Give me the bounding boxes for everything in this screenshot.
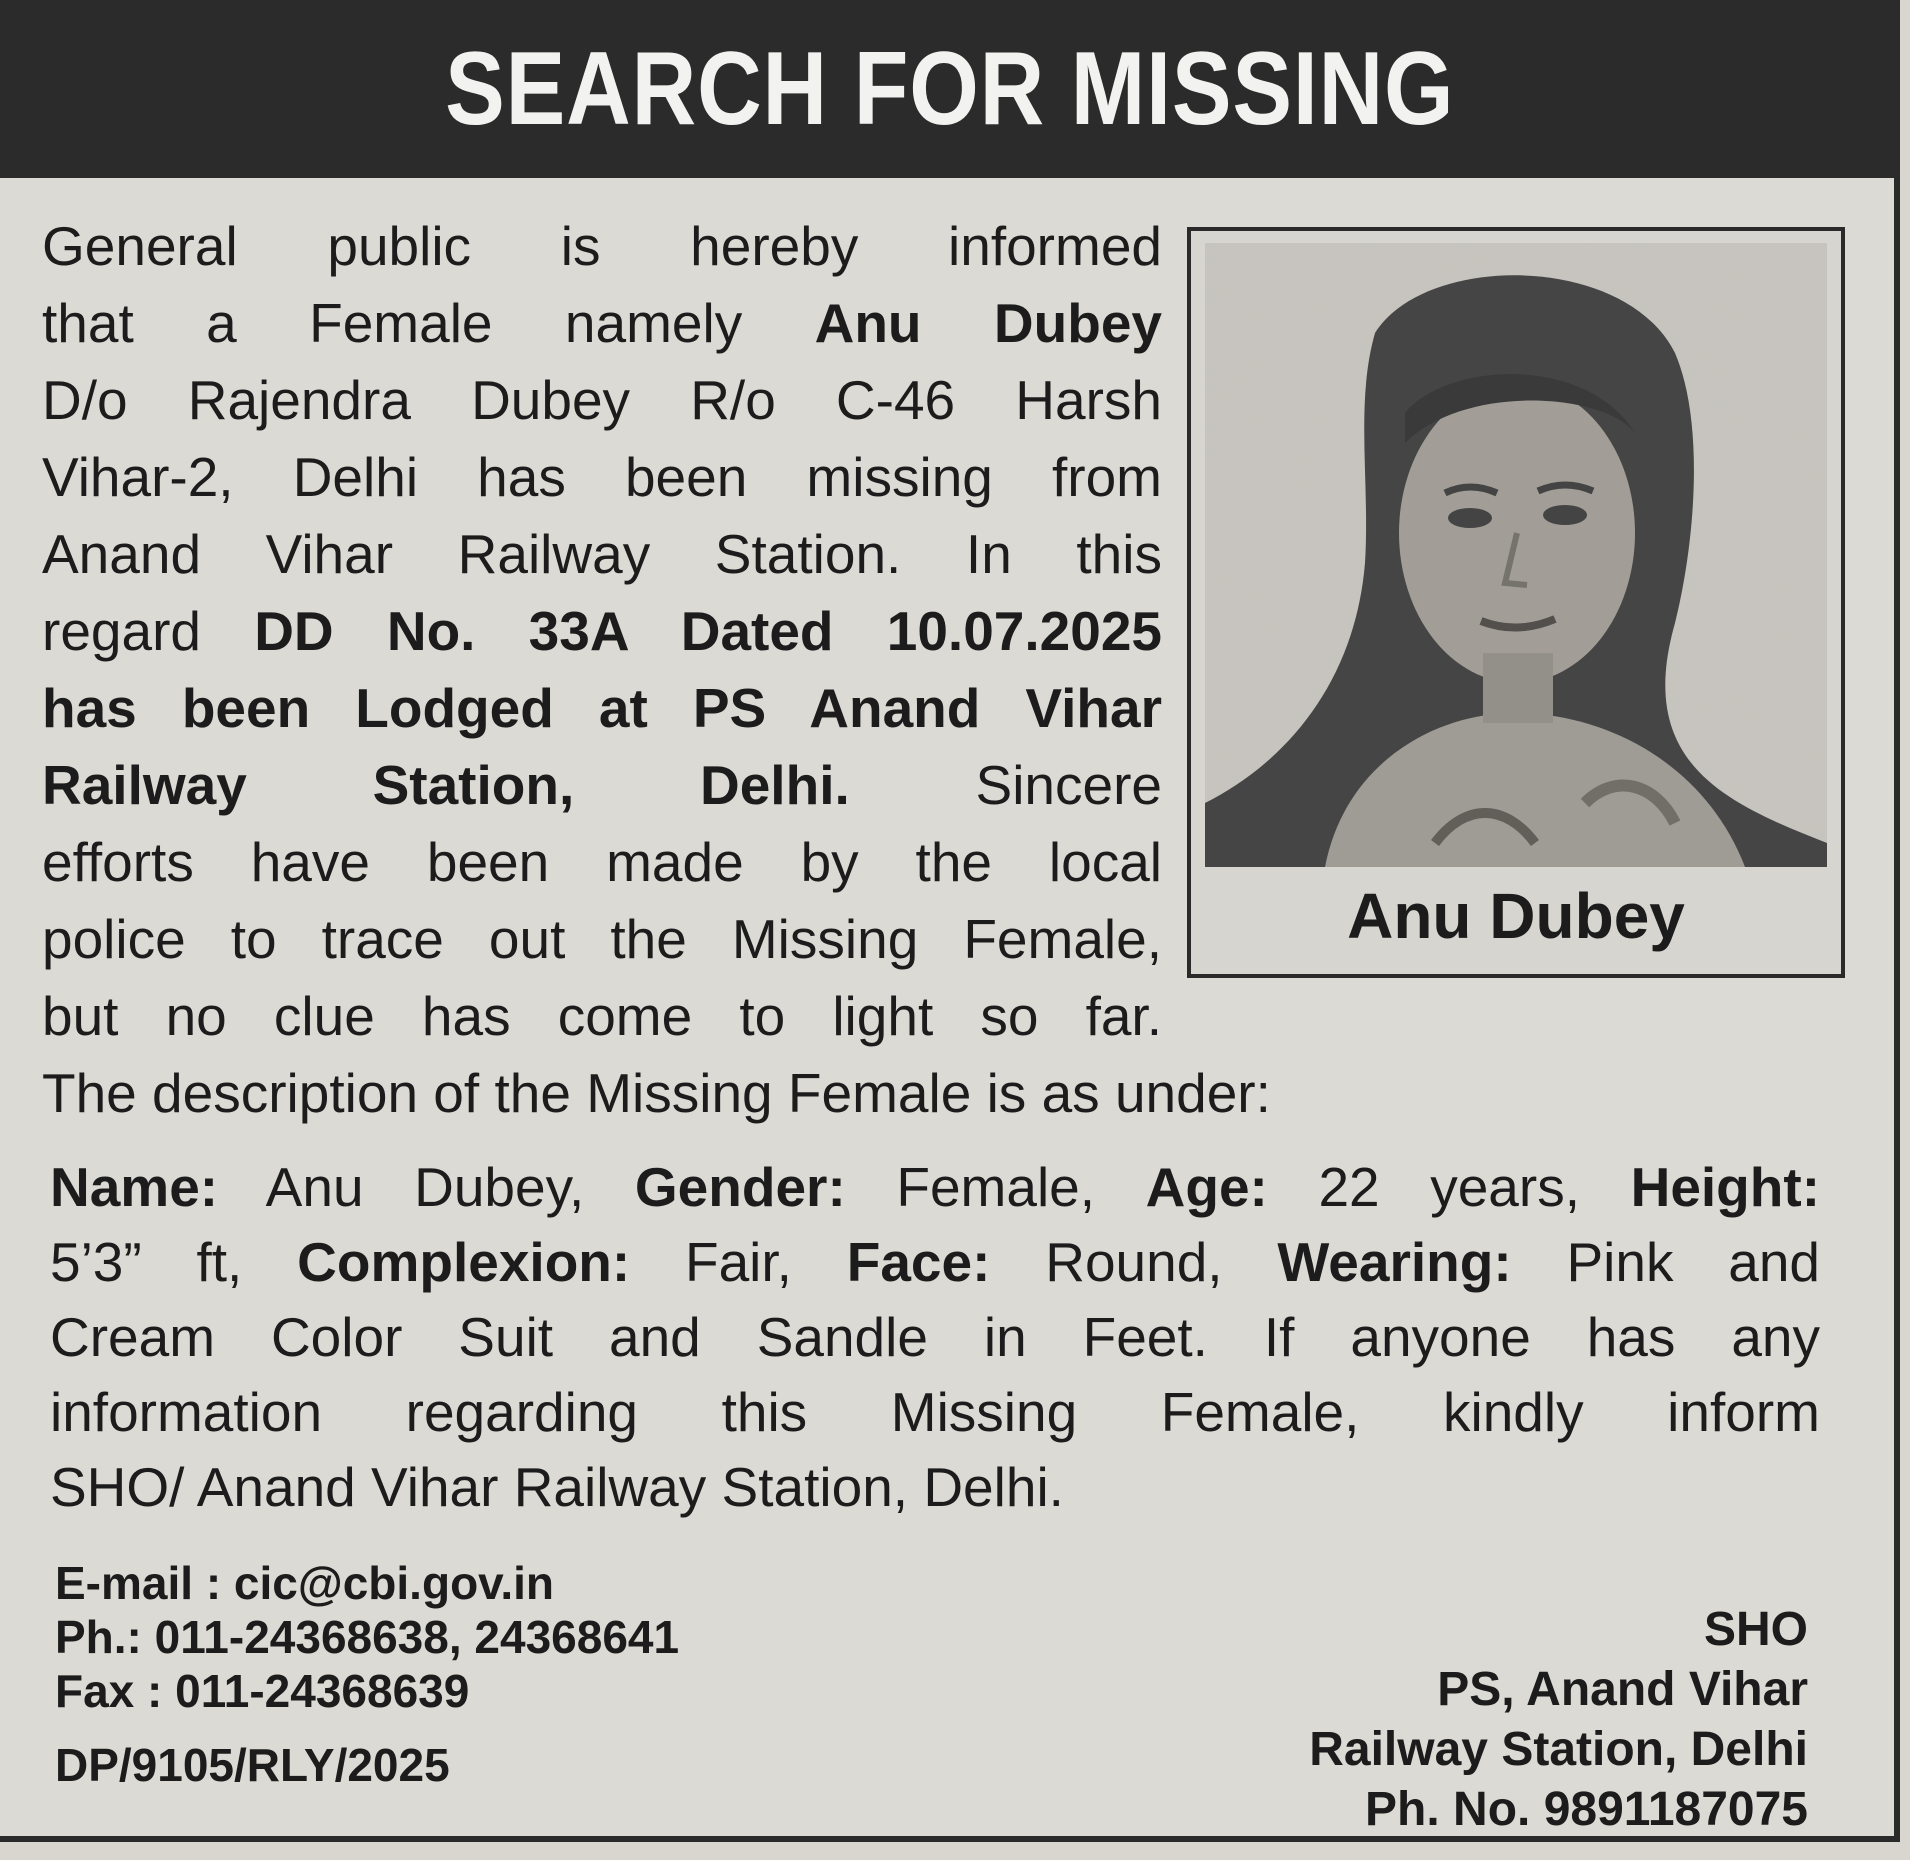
description-bold-text: Wearing:	[1277, 1231, 1512, 1293]
description-text: SHO/ Anand Vihar Railway Station, Delhi.	[50, 1456, 1064, 1518]
missing-person-photo	[1205, 243, 1827, 867]
body-line	[42, 901, 1162, 978]
body-text: regard	[42, 600, 255, 662]
portrait-illustration	[1205, 243, 1827, 867]
description-text: Fair,	[630, 1231, 847, 1293]
body-line	[42, 1055, 1271, 1132]
description-text: information regarding this Missing Female, kindly inform	[50, 1381, 1820, 1443]
signoff-block	[1309, 1600, 1808, 1840]
body-text: efforts have been made by the local	[42, 831, 1162, 893]
photo-frame	[1187, 227, 1845, 978]
signoff-phone: Ph. No. 9891187075	[1365, 1783, 1808, 1836]
description-text: Round,	[990, 1231, 1278, 1293]
body-text: General public is hereby informed	[42, 215, 1162, 277]
description-line	[50, 1300, 1820, 1375]
reference-number: DP/9105/RLY/2025	[55, 1739, 450, 1791]
description-line	[50, 1150, 1820, 1225]
notice-title: SEARCH FOR MISSING	[445, 30, 1455, 147]
body-bold-text: Railway Station, Delhi.	[42, 754, 850, 816]
body-line	[42, 747, 1162, 824]
body-text: D/o Rajendra Dubey R/o C-46 Harsh	[42, 369, 1162, 431]
contact-email[interactable]: E-mail : cic@cbi.gov.in	[55, 1557, 554, 1609]
description-bold-text: Name:	[50, 1156, 219, 1218]
body-text: Sincere	[849, 754, 1163, 816]
body-bold-text: Anu Dubey	[814, 292, 1163, 354]
description-line	[50, 1225, 1820, 1300]
body-text: that a Female namely	[42, 292, 815, 354]
body-line	[42, 208, 1162, 285]
description-line	[50, 1375, 1820, 1450]
contact-fax: Fax : 011-24368639	[55, 1665, 470, 1717]
description-bold-text: Age:	[1145, 1156, 1268, 1218]
body-text: Anand Vihar Railway Station. In this	[42, 523, 1162, 585]
signoff-title: SHO	[1703, 1603, 1808, 1656]
body-line	[42, 516, 1162, 593]
body-bold-text: has been Lodged at PS Anand Vihar	[42, 677, 1162, 739]
description-text: 5’3” ft,	[50, 1231, 298, 1293]
description-bold-text: Height:	[1630, 1156, 1821, 1218]
description-bold-text: Complexion:	[297, 1231, 631, 1293]
description-text: Anu Dubey,	[218, 1156, 635, 1218]
body-line	[42, 362, 1162, 439]
signoff-place: Railway Station, Delhi	[1309, 1723, 1808, 1776]
photo-caption: Anu Dubey	[1347, 880, 1685, 952]
notice-body-text	[42, 208, 1271, 1132]
body-line	[42, 593, 1162, 670]
body-line	[42, 824, 1162, 901]
body-text: police to trace out the Missing Female,	[42, 908, 1162, 970]
signoff-station: PS, Anand Vihar	[1437, 1663, 1808, 1716]
description-text: Pink and	[1511, 1231, 1821, 1293]
contact-phone: Ph.: 011-24368638, 24368641	[55, 1611, 680, 1663]
description-details	[50, 1150, 1820, 1525]
body-line	[42, 978, 1162, 1055]
body-bold-text: DD No. 33A Dated 10.07.2025	[254, 600, 1163, 662]
body-text: Vihar-2, Delhi has been missing from	[42, 446, 1162, 508]
description-bold-text: Face:	[846, 1231, 991, 1293]
notice-banner	[0, 0, 1900, 178]
description-text: 22 years,	[1267, 1156, 1631, 1218]
body-line	[42, 670, 1162, 747]
body-line	[42, 439, 1162, 516]
body-line	[42, 285, 1162, 362]
description-line	[50, 1450, 1820, 1525]
body-text: but no clue has come to light so far.	[42, 985, 1162, 1047]
body-text: The description of the Missing Female is as under:	[42, 1062, 1271, 1124]
description-bold-text: Gender:	[634, 1156, 846, 1218]
description-text: Female,	[845, 1156, 1146, 1218]
contact-details	[55, 1556, 679, 1792]
description-text: Cream Color Suit and Sandle in Feet. If anyone has any	[50, 1306, 1820, 1368]
